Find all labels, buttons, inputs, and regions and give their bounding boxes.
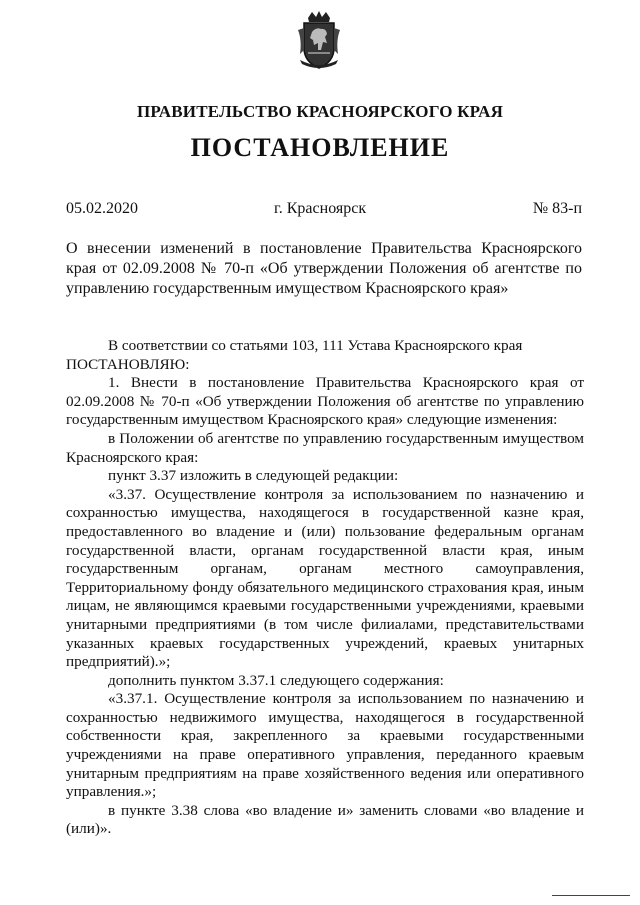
document-subject: О внесении изменений в постановление Правительства Красноярского края от 02.09.2008 № 70-п «Об утверждении Положения об агентстве по управлению государственным имуществом Красноярского края» [66,240,582,297]
paragraph-basis: В соответствии со статьями 103, 111 Устава Красноярского края [108,337,523,354]
paragraph-item-1: 1. Внести в постановление Правительства Красноярского края от 02.09.2008 № 70-п «Об утверждении Положения об агентстве по управлению государственным имуществом Красноярского края» следующие изменения: [66,374,584,429]
government-title: ПРАВИТЕЛЬСТВО КРАСНОЯРСКОГО КРАЯ [136,102,504,121]
coat-of-arms-icon [296,10,342,70]
document-city: г. Красноярск [274,200,367,217]
document-number: № 83-п [532,200,582,217]
paragraph-clause-3371: «3.37.1. Осуществление контроля за использованием по назначению и сохранностью недвижимого имущества, находящегося в государственной собственности края, закрепленного за краевыми государственными учреждениями на праве оперативного управления, переданного краевым унитарным предприятиям на праве хозяйственного ведения или оперативного управления.»; [66,690,584,801]
document-date: 05.02.2020 [66,200,138,217]
page-edge-line [552,895,630,896]
paragraph-clause-337: «3.37. Осуществление контроля за использованием по назначению и сохранностью имущества, находящегося в государственной казне края, предоставленного во владение и (или) пользование федеральным органам государственной власти, органам государственной власти края, иным государственным органам, органам местного самоуправления, Территориальному фонду обязательного медицинского страхования края, иным лицам, не являющимся краевыми государственными учреждениями, краевыми унитарными предприятиями (в том числе филиалами, представительствами указанных краевых государственных учреждений, краевых унитарных предприятий).»; [66,485,584,671]
paragraph-resolve: ПОСТАНОВЛЯЮ: [66,355,190,373]
paragraph-clause-338: в пункте 3.38 слова «во владение и» заменить словами «во владение и (или)». [66,801,584,838]
paragraph-regulation: в Положении об агентстве по управлению государственным имуществом Красноярского края: [66,429,584,466]
document-type: ПОСТАНОВЛЕНИЕ [190,133,450,162]
paragraph-clause-3371-intro: дополнить пунктом 3.37.1 следующего содержания: [108,671,444,689]
document-body [66,337,584,839]
paragraph-clause-337-intro: пункт 3.37 изложить в следующей редакции: [108,467,399,485]
